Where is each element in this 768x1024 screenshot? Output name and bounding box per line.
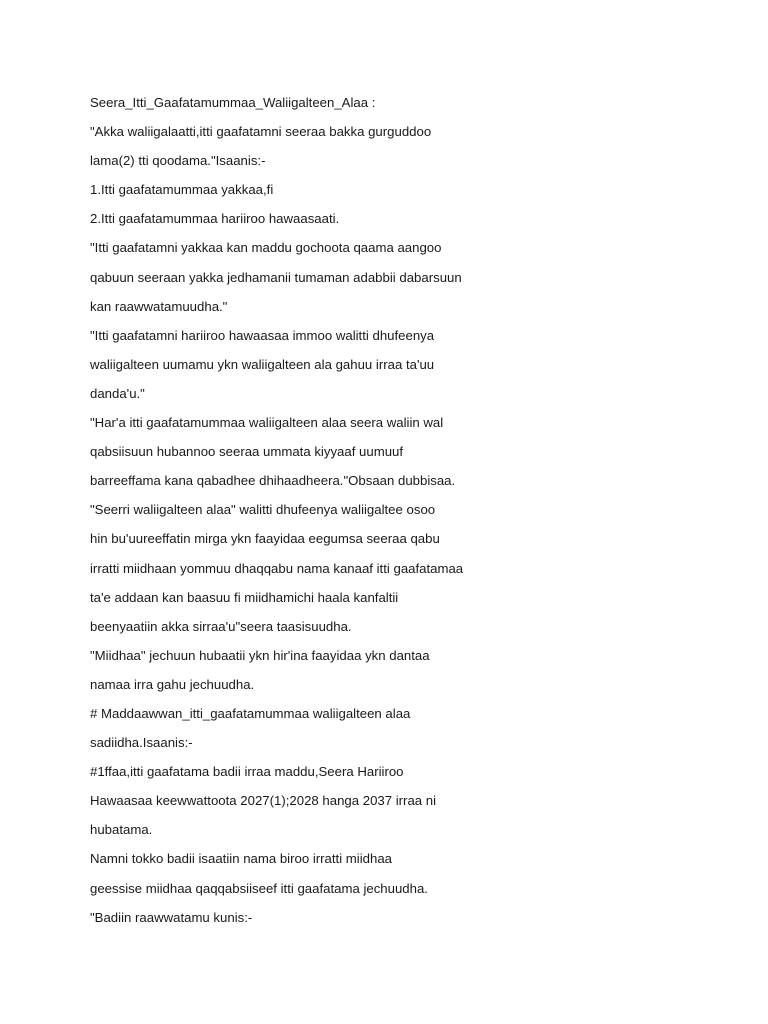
paragraph-line: qabsiisuun hubannoo seeraa ummata kiyyaaf uumuuf [90, 444, 404, 460]
paragraph-line: "Itti gaafatamni hariiroo hawaasaa immoo walitti dhufeenya [90, 327, 435, 343]
paragraph-line: Namni tokko badii isaatiin nama biroo irratti miidhaa [90, 851, 392, 867]
paragraph-line: danda'u." [90, 385, 145, 401]
paragraph-line: #1ffaa,itti gaafatama badii irraa maddu,Seera Hariiroo [90, 764, 404, 780]
paragraph-line: "Seerri waliigalteen alaa" walitti dhufeenya waliigaltee osoo [90, 502, 436, 518]
paragraph-line: ta'e addaan kan baasuu fi miidhamichi haala kanfaltii [90, 589, 399, 605]
list-item: 2.Itti gaafatamummaa hariiroo hawaasaati. [90, 211, 340, 227]
paragraph-line: Hawaasaa keewwattoota 2027(1);2028 hanga 2037 irraa ni [90, 793, 437, 809]
paragraph-line: beenyaatiin akka sirraa'u"seera taasisuudha. [90, 618, 352, 634]
section-heading: # Maddaawwan_itti_gaafatamummaa waliigalteen alaa [90, 705, 411, 721]
document-body [90, 88, 690, 932]
list-item: 1.Itti gaafatamummaa yakkaa,fi [90, 182, 274, 198]
paragraph-line: irratti miidhaan yommuu dhaqqabu nama kanaaf itti gaafatamaa [90, 560, 464, 576]
document-title: Seera_Itti_Gaafatamummaa_Waliigalteen_Alaa : [90, 95, 376, 110]
paragraph-line: waliigalteen uumamu ykn waliigalteen ala gahuu irraa ta'uu [90, 356, 435, 372]
paragraph-line: "Miidhaa" jechuun hubaatii ykn hir'ina faayidaa ykn dantaa [90, 647, 430, 663]
paragraph-line: barreeffama kana qabadhee dhihaadheera."Obsaan dubbisaa. [90, 473, 456, 489]
paragraph-line: "Itti gaafatamni yakkaa kan maddu gochoota qaama aangoo [90, 240, 442, 256]
paragraph-line: "Har'a itti gaafatamummaa waliigalteen alaa seera waliin wal [90, 415, 444, 431]
paragraph-line: kan raawwatamuudha." [90, 298, 228, 314]
paragraph-line: "Akka waliigalaatti,itti gaafatamni seeraa bakka gurguddoo [90, 124, 432, 140]
paragraph-line: namaa irra gahu jechuudha. [90, 676, 255, 692]
paragraph-line: hubatama. [90, 822, 153, 838]
paragraph-line: hin bu'uureeffatin mirga ykn faayidaa eegumsa seeraa qabu [90, 531, 440, 547]
paragraph-line: lama(2) tti qoodama."Isaanis:- [90, 153, 266, 169]
paragraph-line: sadiidha.Isaanis:- [90, 735, 193, 751]
paragraph-line: qabuun seeraan yakka jedhamanii tumaman adabbii dabarsuun [90, 269, 462, 285]
paragraph-line: geessise miidhaa qaqqabsiiseef itti gaafatama jechuudha. [90, 880, 428, 896]
paragraph-line: "Badiin raawwatamu kunis:- [90, 909, 253, 925]
